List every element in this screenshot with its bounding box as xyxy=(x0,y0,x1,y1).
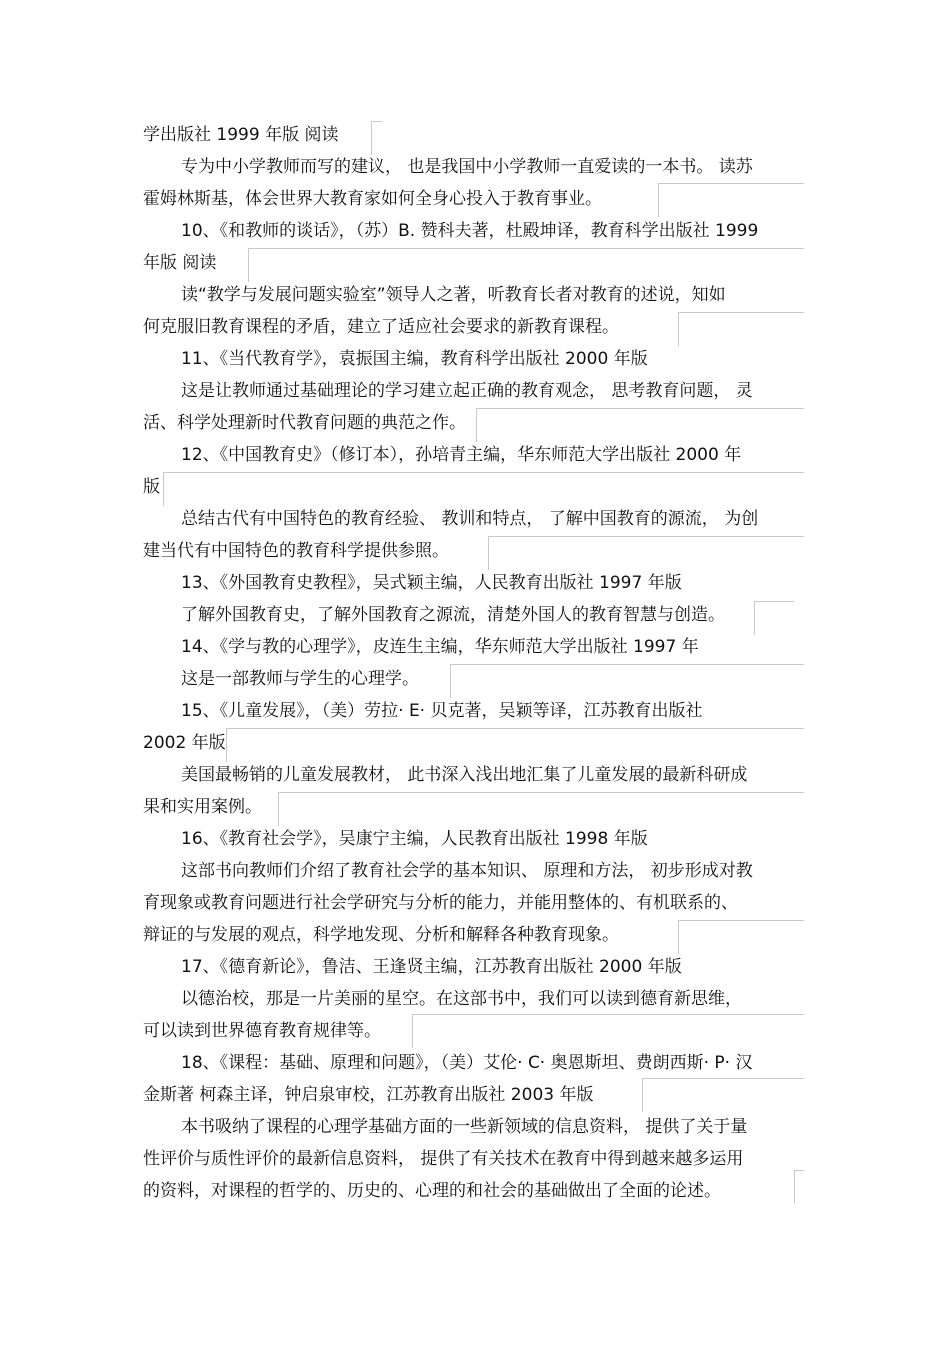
rule-line xyxy=(794,1170,804,1204)
text-line: 性评价与质性评价的最新信息资料， 提供了有关技术在教育中得到越来越多运用 xyxy=(143,1149,744,1169)
rule-line xyxy=(658,183,804,217)
text-line: 育现象或教育问题进行社会学研究与分析的能力，并能用整体的、有机联系的、 xyxy=(143,893,738,913)
text-line: 这部书向教师们介绍了教育社会学的基本知识、 原理和方法， 初步形成对教 xyxy=(181,861,753,881)
rule-line xyxy=(278,792,804,826)
text-line: 11、《当代教育学》，袁振国主编，教育科学出版社 2000 年版 xyxy=(181,349,648,369)
text-line: 14、《学与教的心理学》，皮连生主编，华东师范大学出版社 1997 年 xyxy=(181,637,699,657)
text-line: 2002 年版 xyxy=(143,733,226,753)
rule-line xyxy=(163,472,804,506)
rule-line xyxy=(248,248,804,282)
text-line: 13、《外国教育史教程》，吴式颖主编，人民教育出版社 1997 年版 xyxy=(181,573,682,593)
rule-line xyxy=(754,601,794,635)
text-line: 的资料，对课程的哲学的、历史的、心理的和社会的基础做出了全面的论述。 xyxy=(143,1181,721,1201)
text-line: 霍姆林斯基，体会世界大教育家如何全身心投入于教育事业。 xyxy=(143,189,602,209)
rule-line xyxy=(226,728,804,762)
text-line: 建当代有中国特色的教育科学提供参照。 xyxy=(143,541,449,561)
text-line: 版 xyxy=(143,477,160,497)
text-line: 10、《和教师的谈话》，（苏）B. 赞科夫著，杜殿坤译，教育科学出版社 1999 xyxy=(181,221,759,241)
text-line: 17、《德育新论》，鲁洁、王逢贤主编，江苏教育出版社 2000 年版 xyxy=(181,957,682,977)
text-line: 总结古代有中国特色的教育经验、 教训和特点， 了解中国教育的源流， 为创 xyxy=(181,509,759,529)
rule-line xyxy=(412,1014,804,1048)
text-line: 金斯著 柯森主译，钟启泉审校，江苏教育出版社 2003 年版 xyxy=(143,1085,594,1105)
text-line: 可以读到世界德育教育规律等。 xyxy=(143,1021,381,1041)
text-line: 这是一部教师与学生的心理学。 xyxy=(181,669,419,689)
rule-line xyxy=(642,1078,804,1112)
rule-line xyxy=(488,536,804,570)
text-line: 果和实用案例。 xyxy=(143,797,262,817)
text-line: 年版 阅读 xyxy=(143,253,217,273)
text-line: 这是让教师通过基础理论的学习建立起正确的教育观念， 思考教育问题， 灵 xyxy=(181,381,753,401)
rule-line xyxy=(371,121,383,155)
text-line: 活、科学处理新时代教育问题的典范之作。 xyxy=(143,413,466,433)
text-line: 18、《课程：基础、原理和问题》，（美）艾伦· C· 奥恩斯坦、费朗西斯· P· 汉 xyxy=(181,1053,753,1073)
text-line: 16、《教育社会学》，吴康宁主编，人民教育出版社 1998 年版 xyxy=(181,829,648,849)
text-line: 学出版社 1999 年版 阅读 xyxy=(143,125,339,145)
text-line: 15、《儿童发展》，（美）劳拉· E· 贝克著，吴颖等译，江苏教育出版社 xyxy=(181,701,703,721)
text-line: 专为中小学教师而写的建议， 也是我国中小学教师一直爱读的一本书。 读苏 xyxy=(181,157,753,177)
text-line: 辩证的与发展的观点，科学地发现、分析和解释各种教育现象。 xyxy=(143,925,619,945)
rule-line xyxy=(678,312,804,346)
text-line: 美国最畅销的儿童发展教材， 此书深入浅出地汇集了儿童发展的最新科研成 xyxy=(181,765,748,785)
rule-line xyxy=(450,664,804,698)
text-line: 何克服旧教育课程的矛盾，建立了适应社会要求的新教育课程。 xyxy=(143,317,619,337)
text-line: 了解外国教育史，了解外国教育之源流，清楚外国人的教育智慧与创造。 xyxy=(181,605,725,625)
rule-line xyxy=(476,408,804,442)
rule-line xyxy=(678,920,804,954)
text-line: 读“教学与发展问题实验室”领导人之著，听教育长者对教育的述说，知如 xyxy=(181,285,726,305)
text-line: 本书吸纳了课程的心理学基础方面的一些新领域的信息资料， 提供了关于量 xyxy=(181,1117,748,1137)
text-line: 以德治校，那是一片美丽的星空。在这部书中，我们可以读到德育新思维， xyxy=(181,989,742,1009)
text-line: 12、《中国教育史》（修订本），孙培青主编，华东师范大学出版社 2000 年 xyxy=(181,445,742,465)
